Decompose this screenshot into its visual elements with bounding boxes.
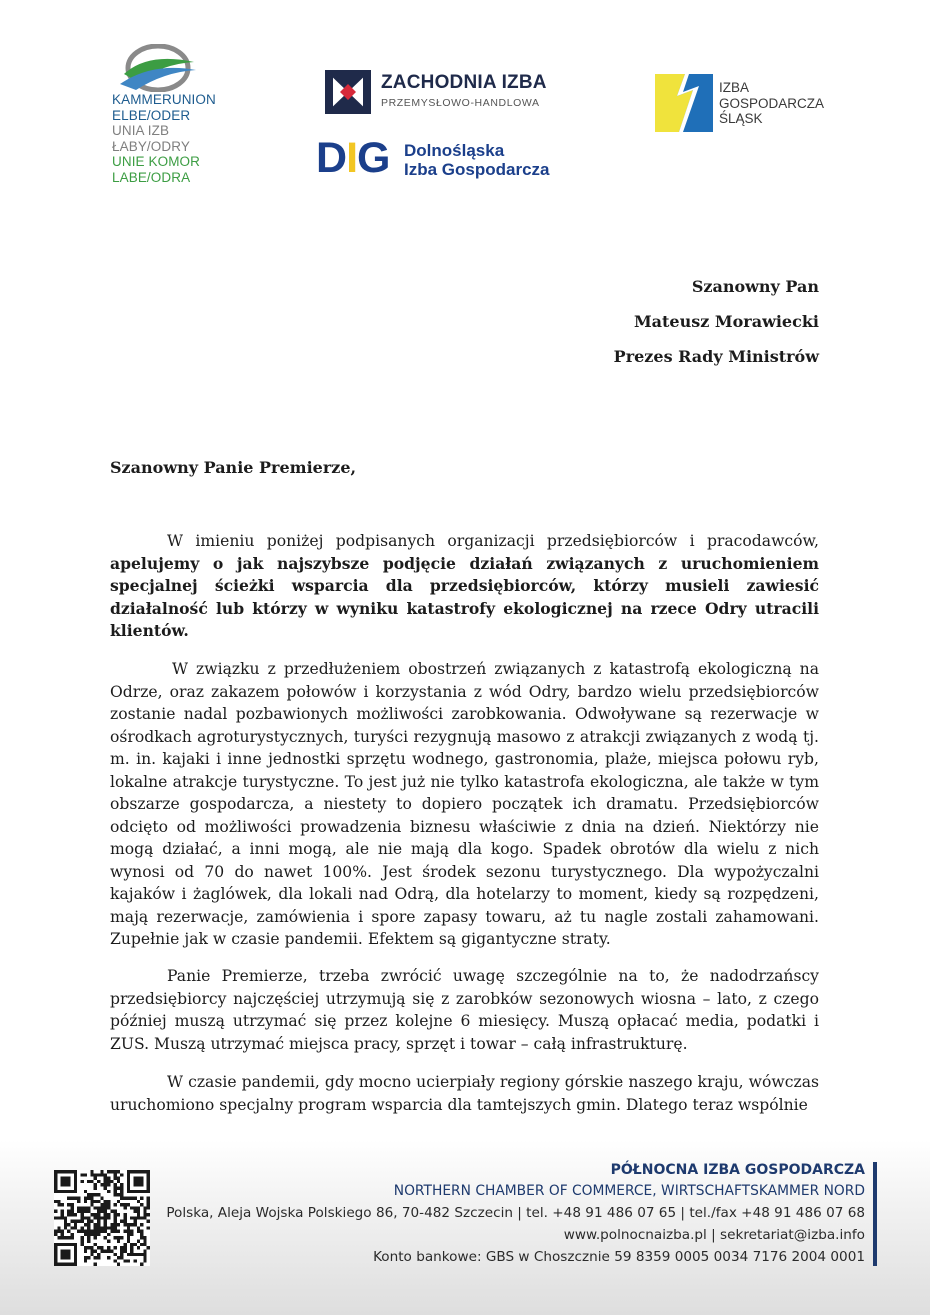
paragraph-situation	[110, 658, 819, 951]
footer-accent-bar	[873, 1162, 877, 1266]
kammerunion-line: UNIE KOMOR	[112, 154, 201, 169]
letterhead-footer	[0, 1140, 930, 1315]
situation-text: W związku z przedłużeniem obostrzeń związanych z katastrofą ekologiczną na Odrze, oraz zakazem połowów i korzystania z wód Odry, bardzo wielu przedsiębiorców zostanie nadal pozbawionych możliwości zarobkowania. Odwoływane są rezerwacje w ośrodkach agroturystycznych, turyści rezygnują masowo z atrakcji związanych z wodą tj. m. in. kajaki i inne jednostki sprzętu wodnego, gastronomia, plaże, miejsca połowu ryb, lokalne atrakcje turystyczne. To jest już nie tylko katastrofa ekologiczna, ale także w tym obszarze gospodarcza, a niestety to dopiero początek ich dramatu. Przedsiębiorców odcięto od możliwości prowadzenia biznesu właściwie z dnia na dzień. Niektórzy nie mogą działać, a inni mogą, ale nie mają dla kogo. Spadek obrotów dla wielu z nich wynosi od 70 do nawet 100%. Jest środek sezonu turystycznego. Dla wypożyczalni kajaków i żaglówek, dla lokali nad Odrą, dla hotelarzy to moment, kiedy są rozpędzeni, mają rezerwacje, zamówienia i spore zapasy towaru, aż tu nagle zostali zahamowani. Zupełnie jak w czasie pandemii. Efektem są gigantyczne straty.	[110, 660, 819, 948]
appeal-bold: apelujemy o jak najszybsze podjęcie działań związanych z uruchomieniem specjalnej ścieżki wsparcia dla przedsiębiorców, którzy musieli zawiesić działalność lub którzy w wyniku katastrofy ekologicznej na rzece Odry utracili klientów.	[110, 553, 819, 640]
dig-wordmark	[316, 134, 389, 182]
footer-org-translations: NORTHERN CHAMBER OF COMMERCE, WIRTSCHAFTSKAMMER NORD	[393, 1183, 865, 1199]
pandemic-text: W czasie pandemii, gdy mocno ucierpiały regiony górskie naszego kraju, wówczas uruchomiono specjalny program wsparcia dla tamtejszych gmin. Dlatego teraz wspólnie	[110, 1073, 819, 1114]
kammerunion-emblem-icon	[118, 44, 198, 92]
addressee-line-1: Szanowny Pan	[691, 277, 819, 296]
izba-slask-logo	[655, 72, 845, 134]
dig-line: Dolnośląska	[404, 141, 505, 160]
paragraph-appeal	[110, 530, 819, 643]
kammerunion-logo	[112, 44, 252, 185]
slask-text	[719, 80, 824, 127]
dig-logo	[316, 134, 606, 184]
kammerunion-line: LABE/ODRA	[112, 169, 191, 185]
zachodnia-izba-logo	[325, 70, 565, 116]
dig-letter: G	[357, 134, 390, 182]
zachodnia-emblem-icon	[325, 70, 371, 114]
qr-code-icon	[54, 1170, 150, 1266]
kammerunion-line: ŁABY/ODRY	[112, 138, 190, 154]
appeal-intro: W imieniu poniżej podpisanych organizacji przedsiębiorców i pracodawców,	[167, 532, 819, 550]
kammerunion-line: UNIA IZB	[112, 123, 170, 138]
paragraph-seasonal	[110, 965, 819, 1055]
dig-letter: I	[346, 134, 358, 182]
slask-line: IZBA	[719, 80, 750, 95]
seasonal-text: Panie Premierze, trzeba zwrócić uwagę szczególnie na to, że nadodrzańscy przedsiębiorcy najczęściej utrzymują się z zarobków sezonowych wiosna – lato, z czego później muszą utrzymać się przez kolejne 6 miesięcy. Muszą opłacać media, podatki i ZUS. Muszą utrzymać miejsca pracy, sprzęt i towar – całą infrastrukturę.	[110, 967, 819, 1053]
dig-line: Izba Gospodarcza	[404, 160, 550, 179]
footer-address: Polska, Aleja Wojska Polskiego 86, 70-482 Szczecin | tel. +48 91 486 07 65 | tel./fax +48 91 486 07 68	[166, 1205, 865, 1221]
salutation: Szanowny Panie Premierze,	[110, 458, 357, 477]
slask-line: ŚLĄSK	[719, 111, 763, 126]
kammerunion-line: KAMMERUNION	[112, 92, 216, 107]
footer-bank: Konto bankowe: GBS w Choszcznie 59 8359 0005 0034 7176 2004 0001	[373, 1249, 865, 1265]
addressee-line-2: Mateusz Morawiecki	[633, 312, 819, 331]
dig-letter: D	[316, 134, 347, 182]
addressee-line-3: Prezes Rady Ministrów	[613, 347, 819, 366]
footer-web-mail: www.polnocnaizba.pl | sekretariat@izba.info	[563, 1227, 865, 1243]
slask-emblem-icon	[655, 72, 713, 134]
footer-org-name: PÓŁNOCNA IZBA GOSPODARCZA	[610, 1162, 865, 1178]
zachodnia-subtitle: PRZEMYSŁOWO-HANDLOWA	[381, 97, 540, 109]
slask-line: GOSPODARCZA	[719, 95, 825, 111]
kammerunion-line: ELBE/ODER	[112, 107, 191, 123]
paragraph-pandemic	[110, 1071, 819, 1116]
zachodnia-title: ZACHODNIA IZBA	[381, 72, 547, 93]
